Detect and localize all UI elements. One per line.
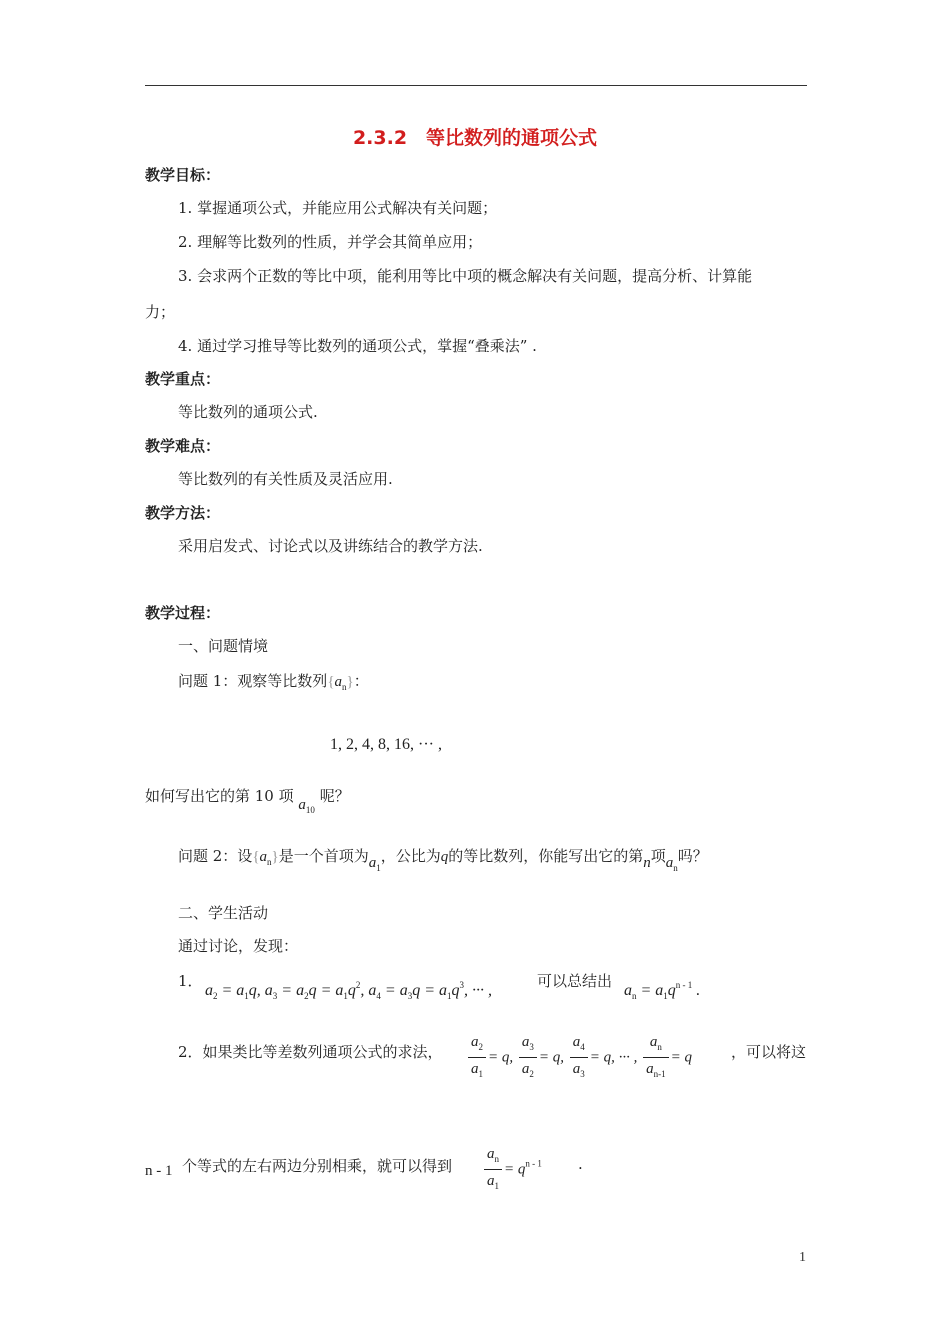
process-heading: 教学过程：	[145, 604, 221, 622]
item-1-formula: $a_2 = a_1q$, $a_3 = a_2q = a_1q^2$, $a_4 = a_3q = a_1q^3$, ··· ,	[205, 980, 492, 1001]
item-3-suffix: .	[578, 1155, 583, 1173]
ratio-formulas: $\frac{a_2}{a_1}$ = q, $\frac{a_3}{a_2}$ = q, $\frac{a_4}{a_3}$ = q, ··· , $\frac{a_n}{a_{n-1}}$ = q	[466, 1034, 692, 1082]
item-1-label: 1．	[178, 972, 203, 990]
sequence-formula: 1, 2, 4, 8, 16, ··· ,	[330, 736, 442, 753]
fraction: $\frac{a_3}{a_2}$	[519, 1034, 537, 1082]
objective-item-continuation: 力；	[145, 303, 176, 321]
sequence-an-formula: $\{a_n\}$	[327, 674, 354, 692]
product-formula: $\frac{a_n}{a_1}$ = $q^{n - 1}$	[482, 1146, 542, 1194]
question-2-text-e: 项	[650, 847, 666, 865]
method-heading: 教学方法：	[145, 504, 221, 522]
a1-formula: $a_1$	[368, 855, 381, 873]
general-term-formula: $a_n = a_1q^{n - 1}$ .	[624, 980, 701, 1001]
question-1-colon: ：	[353, 672, 369, 690]
objective-item: 4. 通过学习推导等比数列的通项公式，掌握“叠乘法” .	[178, 337, 537, 355]
key-points-text: 等比数列的通项公式.	[178, 403, 318, 421]
objective-item: 3. 会求两个正数的等比中项，能利用等比中项的概念解决有关问题，提高分析、计算能	[178, 267, 753, 285]
question-2	[178, 845, 708, 873]
question-1-line2-text: 如何写出它的第 10 项	[145, 787, 294, 805]
header-rule	[145, 85, 807, 86]
section-heading: 一、问题情境	[178, 637, 269, 655]
question-2-text-f: 吗？	[677, 847, 708, 865]
item-2-text: 2．如果类比等差数列通项公式的求法，	[178, 1043, 443, 1061]
question-1-line2	[145, 785, 350, 815]
fraction: $\frac{a_n}{a_{n-1}}$	[643, 1034, 669, 1082]
question-1-text: 问题 1：观察等比数列	[178, 672, 328, 690]
question-2-text-d: 的等比数列，你能写出它的第	[448, 847, 644, 865]
objective-item: 1. 掌握通项公式，并能应用公式解决有关问题；	[178, 199, 498, 217]
fraction: $\frac{a_n}{a_1}$	[484, 1146, 502, 1194]
page-number: 1	[799, 1250, 806, 1265]
fraction: $\frac{a_4}{a_3}$	[570, 1034, 588, 1082]
question-1-line2-end: 呢？	[319, 787, 350, 805]
item-1-summary: 可以总结出	[537, 972, 613, 990]
difficulties-text: 等比数列的有关性质及灵活应用.	[178, 470, 393, 488]
question-2-text-a: 问题 2：设	[178, 847, 253, 865]
question-1	[178, 670, 369, 692]
a10-formula: $a_{10}$	[298, 797, 315, 815]
difficulties-heading: 教学难点：	[145, 437, 221, 455]
question-2-text-c: ，公比为	[380, 847, 441, 865]
sequence-an-formula: $\{a_n\}$	[252, 849, 279, 867]
item-1	[178, 970, 203, 991]
discussion-text: 通过讨论，发现：	[178, 937, 299, 955]
item-3-text: 个等式的左右两边分别相乘，就可以得到	[182, 1157, 453, 1175]
q-formula: q	[440, 849, 449, 865]
page-title: 2.3.2 等比数列的通项公式	[352, 127, 598, 149]
key-points-heading: 教学重点：	[145, 370, 221, 388]
method-text: 采用启发式、讨论式以及讲练结合的教学方法.	[178, 537, 483, 555]
objective-item: 2. 理解等比数列的性质，并学会其简单应用；	[178, 233, 483, 251]
item-2-suffix: ，可以将这	[731, 1043, 807, 1061]
n-formula: n	[643, 855, 651, 871]
fraction: $\frac{a_2}{a_1}$	[468, 1034, 486, 1082]
section-heading: 二、学生活动	[178, 904, 269, 922]
n-minus-1-formula: n - 1	[145, 1163, 173, 1179]
question-2-text-b: 是一个首项为	[278, 847, 369, 865]
an-formula: $a_n$	[665, 855, 678, 873]
objectives-heading: 教学目标：	[145, 166, 221, 184]
item-2	[178, 1041, 443, 1062]
